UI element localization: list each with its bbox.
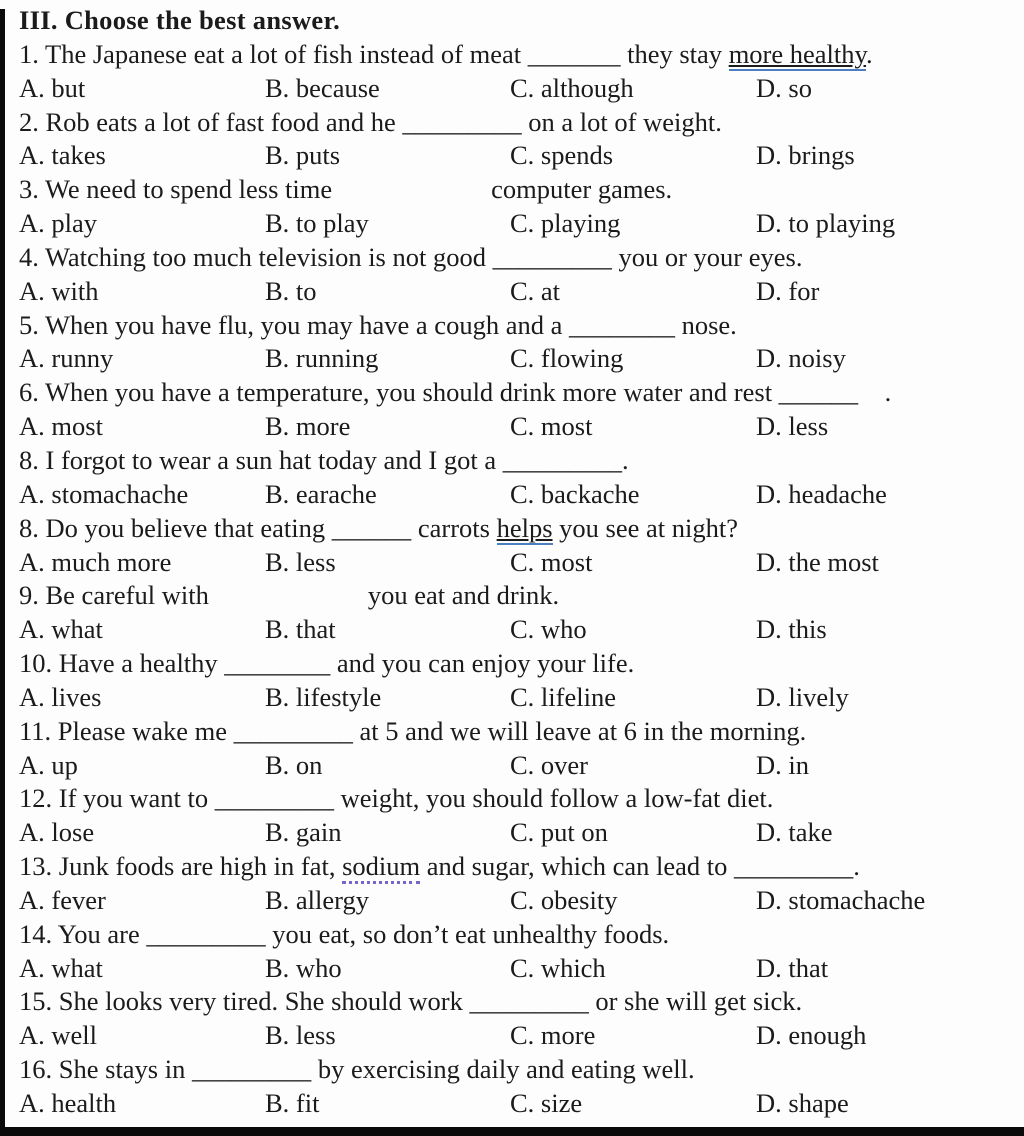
question-segment: The Japanese eat a lot of fish instead of meat _______ they stay bbox=[45, 38, 729, 69]
question-number: 9. bbox=[19, 580, 39, 611]
question-segment: We need to spend less time computer games. bbox=[45, 174, 673, 205]
options-row bbox=[19, 275, 1018, 309]
option-D: D. so bbox=[756, 72, 812, 103]
question-text bbox=[19, 444, 1018, 478]
option-B: B. to play bbox=[265, 208, 369, 239]
question-text bbox=[19, 309, 1018, 343]
option-B: B. gain bbox=[265, 817, 342, 848]
option-B: B. puts bbox=[265, 140, 341, 171]
page-edge-left bbox=[0, 9, 5, 1136]
option-C: C. over bbox=[510, 749, 589, 780]
question-text bbox=[19, 647, 1018, 681]
question-text bbox=[19, 106, 1018, 140]
options-row bbox=[19, 342, 1018, 376]
option-A: A. most bbox=[19, 411, 103, 442]
option-C: C. which bbox=[510, 952, 606, 983]
question-list bbox=[19, 38, 1018, 1121]
option-A: A. up bbox=[19, 749, 78, 780]
question-number: 6. bbox=[19, 377, 39, 408]
option-C: C. backache bbox=[510, 478, 640, 509]
option-C: C. most bbox=[510, 546, 593, 577]
option-A: A. runny bbox=[19, 343, 114, 374]
question-number: 2. bbox=[19, 106, 39, 137]
option-D: D. shape bbox=[756, 1088, 849, 1118]
option-D: D. noisy bbox=[756, 343, 846, 374]
option-A: A. what bbox=[19, 952, 103, 983]
option-B: B. allergy bbox=[265, 884, 370, 915]
option-B: B. more bbox=[265, 411, 351, 442]
option-C: C. who bbox=[510, 614, 587, 645]
options-row bbox=[19, 139, 1018, 173]
option-A: A. lose bbox=[19, 817, 95, 848]
question-text bbox=[19, 241, 1018, 275]
question-segment: She looks very tired. She should work _________ or she will get sick. bbox=[58, 986, 803, 1017]
question-text bbox=[19, 782, 1018, 816]
section-title: III. Choose the best answer. bbox=[19, 5, 341, 35]
question-text bbox=[19, 38, 1018, 72]
question-number: 16. bbox=[19, 1054, 53, 1085]
option-B: B. who bbox=[265, 952, 342, 983]
question-text bbox=[19, 1053, 1018, 1087]
option-D: D. this bbox=[756, 614, 827, 645]
question-text bbox=[19, 715, 1018, 749]
question-segment: You are _________ you eat, so don’t eat unhealthy foods. bbox=[57, 918, 670, 949]
option-C: C. spends bbox=[510, 140, 614, 171]
option-B: B. on bbox=[265, 749, 323, 780]
option-A: A. takes bbox=[19, 140, 106, 171]
option-C: C. at bbox=[510, 275, 561, 306]
question-text bbox=[19, 376, 1018, 410]
option-C: C. playing bbox=[510, 208, 621, 239]
option-D: D. for bbox=[756, 275, 820, 306]
question-text bbox=[19, 850, 1018, 884]
underlined-phrase: more healthy bbox=[728, 38, 867, 69]
option-D: D. enough bbox=[756, 1020, 867, 1051]
question-number: 8. bbox=[19, 444, 39, 475]
options-row bbox=[19, 478, 1018, 512]
option-A: A. what bbox=[19, 614, 103, 645]
question-segment: Rob eats a lot of fast food and he _________ on a lot of weight. bbox=[45, 106, 722, 137]
options-row bbox=[19, 72, 1018, 106]
underlined-phrase: helps bbox=[496, 512, 553, 543]
question-number: 13. bbox=[19, 851, 53, 882]
question-number: 12. bbox=[19, 783, 53, 814]
options-row bbox=[19, 410, 1018, 444]
question-segment: If you want to _________ weight, you should follow a low-fat diet. bbox=[58, 783, 774, 814]
option-C: C. more bbox=[510, 1020, 596, 1051]
option-C: C. although bbox=[510, 72, 634, 103]
question-number: 11. bbox=[19, 715, 52, 746]
option-B: B. lifestyle bbox=[265, 681, 382, 712]
question-number: 4. bbox=[19, 241, 39, 272]
option-A: A. well bbox=[19, 1020, 98, 1051]
options-row bbox=[19, 884, 1018, 918]
option-D: D. in bbox=[756, 749, 809, 780]
option-C: C. lifeline bbox=[510, 681, 616, 712]
option-B: B. to bbox=[265, 275, 317, 306]
option-C: C. put on bbox=[510, 817, 608, 848]
question-segment: . bbox=[866, 38, 873, 69]
option-D: D. lively bbox=[756, 681, 849, 712]
question-text bbox=[19, 985, 1018, 1019]
option-A: A. with bbox=[19, 275, 99, 306]
option-B: B. running bbox=[265, 343, 379, 374]
option-D: D. headache bbox=[756, 478, 887, 509]
option-A: A. lives bbox=[19, 681, 102, 712]
option-B: B. earache bbox=[265, 478, 377, 509]
option-A: A. but bbox=[19, 72, 86, 103]
question-segment: She stays in _________ by exercising daily and eating well. bbox=[58, 1054, 695, 1085]
question-number: 15. bbox=[19, 986, 53, 1017]
question-text bbox=[19, 173, 1018, 207]
question-number: 10. bbox=[19, 648, 53, 679]
option-D: D. brings bbox=[756, 140, 855, 171]
question-number: 5. bbox=[19, 309, 39, 340]
question-segment: When you have flu, you may have a cough and a ________ nose. bbox=[45, 309, 737, 340]
question-segment: I forgot to wear a sun hat today and I got a _________. bbox=[45, 444, 629, 475]
question-segment: When you have a temperature, you should drink more water and rest ______ . bbox=[45, 377, 892, 408]
question-number: 1. bbox=[19, 38, 39, 69]
options-row bbox=[19, 952, 1018, 986]
question-segment: Be careful with you eat and drink. bbox=[45, 580, 560, 611]
options-row bbox=[19, 613, 1018, 647]
options-row bbox=[19, 816, 1018, 850]
question-segment: you see at night? bbox=[552, 512, 738, 543]
option-B: B. that bbox=[265, 614, 336, 645]
option-B: B. because bbox=[265, 72, 380, 103]
option-C: C. flowing bbox=[510, 343, 624, 374]
option-A: A. fever bbox=[19, 884, 106, 915]
option-D: D. the most bbox=[756, 546, 879, 577]
question-number: 14. bbox=[19, 918, 53, 949]
options-row bbox=[19, 546, 1018, 580]
question-segment: Have a healthy ________ and you can enjoy your life. bbox=[58, 648, 635, 679]
question-text bbox=[19, 512, 1018, 546]
question-segment: and sugar, which can lead to _________. bbox=[420, 851, 860, 882]
option-B: B. less bbox=[265, 546, 336, 577]
question-text bbox=[19, 918, 1018, 952]
spellcheck-word: sodium bbox=[342, 851, 420, 884]
option-C: C. most bbox=[510, 411, 593, 442]
option-D: D. stomachache bbox=[756, 884, 926, 915]
page-edge-bottom bbox=[0, 1127, 1024, 1136]
options-row bbox=[19, 749, 1018, 783]
options-row bbox=[19, 681, 1018, 715]
option-C: C. size bbox=[510, 1088, 583, 1118]
question-segment: Junk foods are high in fat, bbox=[58, 851, 343, 882]
option-D: D. to playing bbox=[756, 208, 896, 239]
option-A: A. play bbox=[19, 208, 98, 239]
option-D: D. take bbox=[756, 817, 833, 848]
option-B: B. less bbox=[265, 1020, 336, 1051]
option-D: D. that bbox=[756, 952, 829, 983]
question-segment: Do you believe that eating ______ carrots bbox=[45, 512, 497, 543]
option-C: C. obesity bbox=[510, 884, 618, 915]
question-segment: Watching too much television is not good _________ you or your eyes. bbox=[45, 241, 803, 272]
option-B: B. fit bbox=[265, 1088, 320, 1118]
options-row bbox=[19, 1019, 1018, 1053]
question-segment: Please wake me _________ at 5 and we will leave at 6 in the morning. bbox=[57, 715, 807, 746]
option-D: D. less bbox=[756, 411, 829, 442]
question-number: 3. bbox=[19, 174, 39, 205]
option-A: A. much more bbox=[19, 546, 172, 577]
option-A: A. stomachache bbox=[19, 478, 189, 509]
options-row bbox=[19, 207, 1018, 241]
question-number: 8. bbox=[19, 512, 39, 543]
question-text bbox=[19, 579, 1018, 613]
option-A: A. health bbox=[19, 1088, 117, 1118]
options-row bbox=[19, 1087, 1018, 1121]
